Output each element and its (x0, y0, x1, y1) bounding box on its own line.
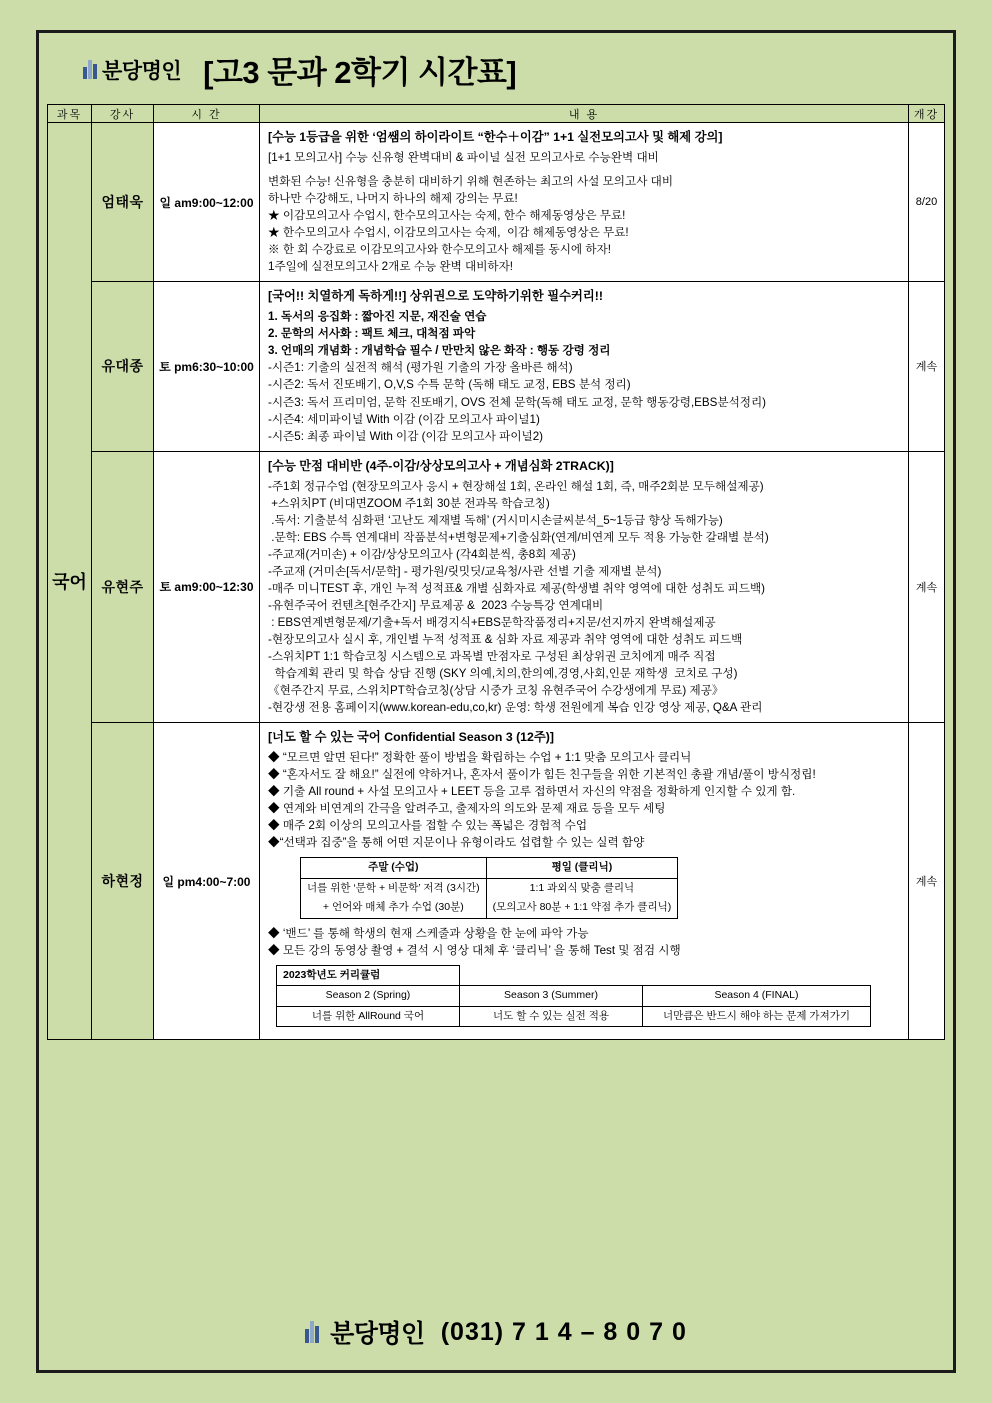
table-row (48, 123, 945, 282)
table-header-row (48, 105, 945, 123)
content-line: .독서: 기출분석 심화편 ‘고난도 제재별 독해’ (거시미시손글씨분석_5~1등급 향상 독해가능) (268, 513, 723, 527)
content-line: 1주일에 실전모의고사 2개로 수능 완벽 대비하자! (268, 260, 514, 274)
content-line: ◆ 모든 강의 동영상 촬영 + 결석 시 영상 대체 후 ‘클리닉’ 을 통해 Test 및 점검 시행 (268, 943, 681, 957)
col-time: 시 간 (154, 105, 260, 123)
col-content: 내 용 (260, 105, 909, 123)
weekday-detail-2: (모의고사 80분 + 1:1 약점 추가 클리닉) (486, 898, 678, 918)
content-line: ◆ 기출 All round + 사설 모의고사 + LEET 등을 고루 접하면서 자신의 약점을 정확하게 인지할 수 있게 함. (268, 785, 796, 799)
content-line: -시즌1: 기출의 실전적 해석 (평가원 기출의 가장 올바른 해석) (268, 361, 573, 375)
content-line: +스위치PT (비대면ZOOM 주1회 30분 전과목 학습코칭) (268, 496, 550, 510)
subject-cell: 국어 (48, 123, 92, 1040)
time-cell: 일 pm4:00~7:00 (154, 723, 260, 1040)
content-line: 《현주간지 무료, 스위치PT학습코칭(상담 시중가 코칭 유현주국어 수강생에게 무료) 제공》 (268, 684, 724, 698)
content-line: -현강생 전용 홈페이지(www.korean-edu,co,kr) 운영: 학생 전원에게 복습 인강 영상 제공, Q&A 관리 (268, 701, 763, 715)
content-line: -현장모의고사 실시 후, 개인별 누적 성적표 & 심화 자료 제공과 취약 영역에 대한 성취도 피드백 (268, 632, 743, 646)
poster-frame (36, 30, 956, 1373)
weekday-detail-1: 1:1 과외식 맞춤 클리닉 (486, 878, 678, 898)
table-row (301, 878, 678, 898)
page-title: [고3 문과 2학기 시간표] (203, 55, 517, 90)
content-line: 1. 독서의 응집화 : 짧아진 지문, 재진술 연습 (268, 310, 487, 324)
curriculum-table (276, 965, 871, 1027)
col-teacher: 강사 (92, 105, 154, 123)
content-line: 2. 문학의 서사화 : 팩트 체크, 대척점 파악 (268, 327, 476, 341)
curriculum-season-4-value: 너만큼은 반드시 해야 하는 문제 가져가기 (643, 1006, 871, 1026)
open-cell: 8/20 (909, 123, 945, 282)
content-line: ◆ 연계와 비연계의 간극을 알려주고, 출제자의 의도와 문제 재료 등을 모두 세팅 (268, 802, 666, 816)
content-headline: [국어!! 치열하게 독하게!!] 상위권으로 도약하기위한 필수커리!! (268, 289, 603, 304)
content-line: -시즌4: 세미파이널 With 이감 (이감 모의고사 파이널1) (268, 412, 540, 426)
col-open: 개강 (909, 105, 945, 123)
content-line: .문학: EBS 수특 연계대비 작품분석+변형문제+기출심화(연계/비연계 모두 적용 가능한 갈래별 분석) (268, 530, 769, 544)
content-line: ★ 한수모의고사 수업시, 이감모의고사는 숙제, 이감 해제동영상은 무료! (268, 226, 629, 240)
content-line: -주교재 (거미손[독서/문학] - 평가원/릿밋딧/교육청/사관 선별 기출 제재별 분석) (268, 564, 662, 578)
content-line: -유현주국어 컨텐츠[현주간지] 무료제공 & 2023 수능특강 연계대비 (268, 598, 604, 612)
curriculum-title: 2023학년도 커리큘럼 (277, 965, 460, 985)
time-cell: 토 am9:00~12:30 (154, 451, 260, 723)
weekend-detail-1: 너를 위한 ‘문학 + 비문학’ 저격 (3시간) (301, 878, 487, 898)
content-cell (260, 723, 909, 1040)
content-line: -시즌2: 독서 진또배기, O,V,S 수특 문학 (독해 태도 교정, EBS 분석 정리) (268, 378, 631, 392)
content-line: ★ 이감모의고사 수업시, 한수모의고사는 숙제, 한수 해제동영상은 무료! (268, 209, 626, 223)
bar-chart-icon (83, 60, 98, 79)
content-line: -주1회 정규수업 (현장모의고사 응시 + 현장해설 1회, 온라인 해설 1회, 즉, 매주2회분 모두해설제공) (268, 479, 764, 493)
teacher-cell: 하현정 (92, 723, 154, 1040)
table-row (277, 986, 871, 1006)
content-line: -매주 미니TEST 후, 개인 누적 성적표& 개별 심화자료 제공(학생별 취약 영역에 대한 성취도 피드백) (268, 581, 766, 595)
content-line: 변화된 수능! 신유형을 충분히 대비하기 위해 현존하는 최고의 사설 모의고사 대비 (268, 175, 674, 189)
open-cell: 계속 (909, 282, 945, 451)
curriculum-season-2-header: Season 2 (Spring) (277, 986, 460, 1006)
teacher-cell: 유현주 (92, 451, 154, 723)
content-headline: [너도 할 수 있는 국어 Confidential Season 3 (12주)] (268, 730, 554, 745)
schedule-table-wrap (39, 104, 953, 1292)
content-cell (260, 451, 909, 723)
open-cell: 계속 (909, 723, 945, 1040)
weekend-detail-2: + 언어와 매체 추가 수업 (30분) (301, 898, 487, 918)
bar-chart-icon (305, 1321, 322, 1343)
content-line: 학습계획 관리 및 학습 상담 진행 (SKY 의예,치의,한의예,경영,사회,인문 재학생 코치로 구성) (268, 667, 738, 680)
content-line: ◆ “혼자서도 잘 해요!” 실전에 약하거나, 혼자서 풀이가 힘든 친구들을 위한 기본적인 총괄 개념/풀이 방식정립! (268, 768, 816, 782)
teacher-cell: 엄태욱 (92, 123, 154, 282)
table-row (301, 858, 678, 878)
table-row (48, 451, 945, 723)
content-headline: [수능 1등급을 위한 ‘엄쌤의 하이라이트 “한수＋이감” 1+1 실전모의고사 및 해제 강의] (268, 130, 723, 144)
content-line: -시즌3: 독서 프리미엄, 문학 진또배기, OVS 전체 문학(독해 태도 교정, 문학 행동강령,EBS분석정리) (268, 395, 767, 409)
content-line: : EBS연계변형문제/기출+독서 배경지식+EBS문학작품정리+지문/선지까지 완벽해설제공 (268, 615, 716, 629)
content-line: ◆ “모르면 알면 된다!” 정확한 풀이 방법을 확립하는 수업 + 1:1 맞춤 모의고사 클리닉 (268, 751, 692, 765)
content-line: ◆ ‘밴드’ 를 통해 학생의 현재 스케줄과 상황을 한 눈에 파악 가능 (268, 926, 589, 940)
curriculum-season-3-header: Season 3 (Summer) (460, 986, 643, 1006)
time-cell: 토 pm6:30~10:00 (154, 282, 260, 451)
content-line: -주교재(거미손) + 이감/상상모의고사 (각4회분씩, 총8회 제공) (268, 547, 576, 561)
content-line: 3. 언매의 개념화 : 개념학습 필수 / 만만치 않은 화작 : 행동 강령 정리 (268, 344, 611, 358)
brand-name: 분당명인 (102, 59, 182, 83)
content-line: -스위치PT 1:1 학습코칭 시스템으로 과목별 만점자로 구성된 최상위권 코치에게 매주 직접 (268, 649, 716, 663)
content-line: 하나만 수강해도, 나머지 하나의 해제 강의는 무료! (268, 192, 518, 206)
footer-brand-name: 분당명인 (330, 1320, 425, 1348)
content-line: ◆“선택과 집중”을 통해 어떤 지문이나 유형이라도 섭렵할 수 있는 실력 함양 (268, 836, 645, 850)
table-row (48, 282, 945, 451)
footer (39, 1292, 953, 1370)
schedule-table (47, 104, 945, 1040)
teacher-cell: 유대종 (92, 282, 154, 451)
content-line: [1+1 모의고사] 수능 신유형 완벽대비 & 파이널 실전 모의고사로 수능완벽 대비 (268, 151, 659, 165)
table-row (48, 723, 945, 1040)
weekend-header: 주말 (수업) (301, 858, 487, 878)
content-cell (260, 282, 909, 451)
curriculum-season-3-value: 너도 할 수 있는 실전 적용 (460, 1006, 643, 1026)
content-headline: [수능 만점 대비반 (4주-이감/상상모의고사 + 개념심화 2TRACK)] (268, 458, 614, 473)
curriculum-season-4-header: Season 4 (FINAL) (643, 986, 871, 1006)
header (39, 33, 953, 104)
content-line: -시즌5: 최종 파이널 With 이감 (이감 모의고사 파이널2) (268, 429, 544, 443)
content-line: ◆ 매주 2회 이상의 모의고사를 접할 수 있는 폭넓은 경험적 수업 (268, 819, 588, 833)
table-row (277, 965, 871, 985)
col-subject: 과목 (48, 105, 92, 123)
table-row (277, 1006, 871, 1026)
footer-phone: (031) 7 1 4 – 8 0 7 0 (440, 1317, 687, 1346)
time-cell: 일 am9:00~12:00 (154, 123, 260, 282)
curriculum-season-2-value: 너를 위한 AllRound 국어 (277, 1006, 460, 1026)
content-cell (260, 123, 909, 282)
spacer (268, 166, 902, 173)
content-line: ※ 한 회 수강료로 이감모의고사와 한수모의고사 해제를 동시에 하자! (268, 243, 611, 257)
table-row (301, 898, 678, 918)
weekly-plan-table (300, 857, 678, 918)
open-cell: 계속 (909, 451, 945, 723)
weekday-header: 평일 (클리닉) (486, 858, 678, 878)
